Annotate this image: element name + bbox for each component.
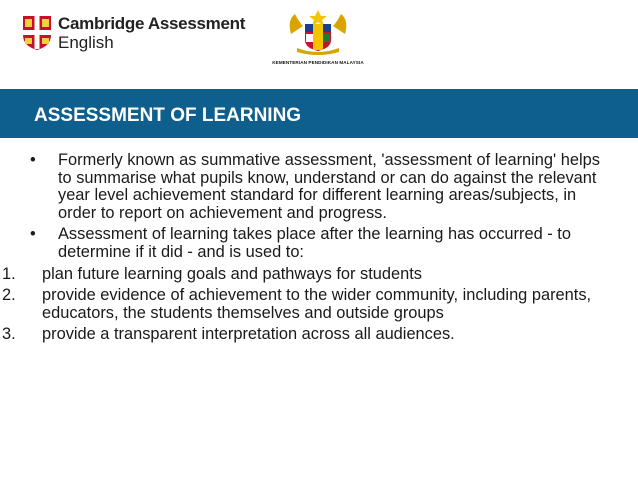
bullet-text: Assessment of learning takes place after the learning has occurred - to determine if it did - and is used to: <box>58 225 571 261</box>
number-marker: 3. <box>2 325 16 344</box>
slide-title: ASSESSMENT OF LEARNING <box>34 105 302 126</box>
bullet-text: Formerly known as summative assessment, 'assessment of learning' helps to summarise what pupils know, understand or can do against the relevant year level achievement standard for different learning areas/subjects, in order to report on achievement and progress. <box>58 151 600 222</box>
ministry-logo <box>262 8 374 65</box>
bullet-item <box>28 226 606 261</box>
numbered-text: provide a transparent interpretation across all audiences. <box>42 325 455 344</box>
title-banner <box>0 89 638 138</box>
number-marker: 1. <box>2 264 16 283</box>
slide-body <box>2 151 606 348</box>
malaysia-coat-of-arms-icon <box>283 8 353 56</box>
numbered-item <box>2 326 606 344</box>
bullet-marker: • <box>30 225 36 244</box>
number-marker: 2. <box>2 286 16 305</box>
numbered-item <box>2 287 606 322</box>
bullet-item <box>28 152 606 222</box>
ministry-label: KEMENTERIAN PENDIDIKAN MALAYSIA <box>272 60 364 65</box>
numbered-text: provide evidence of achievement to the wider community, including parents, educators, the students themselves and outside groups <box>42 286 592 322</box>
cambridge-shield-icon <box>22 15 52 51</box>
cambridge-name-line2: English <box>58 33 114 52</box>
cambridge-assessment-logo <box>22 14 245 52</box>
numbered-item <box>2 266 606 284</box>
numbered-text: plan future learning goals and pathways for students <box>42 264 422 283</box>
bullet-marker: • <box>30 151 36 169</box>
cambridge-name-line1: Cambridge Assessment <box>58 14 246 33</box>
